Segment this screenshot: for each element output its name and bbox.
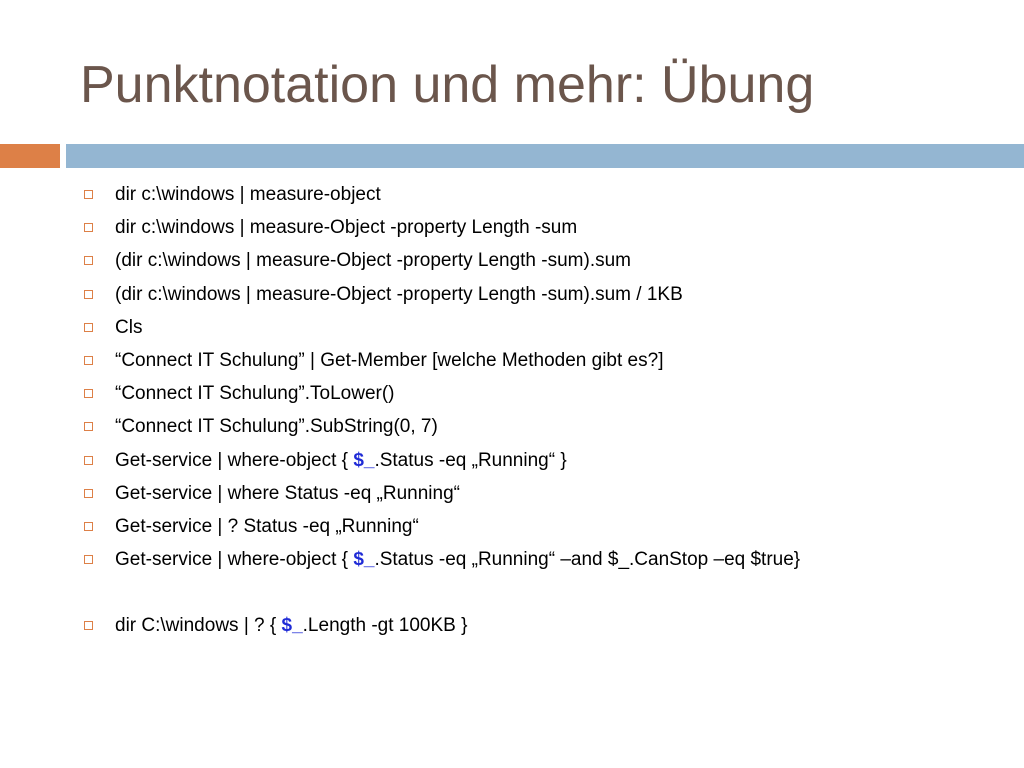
bullet-text: dir c:\windows | measure-object [115,184,381,205]
bullet-item [80,244,1010,277]
bullet-text: Cls [115,316,143,338]
bullet-text: .Status -eq „Running“ } [374,449,567,471]
bullet-item [80,278,1010,311]
pipeline-variable: $_ [353,549,375,571]
hollow-square-icon [84,223,93,232]
bullet-text: (dir c:\windows | measure-Object -property Length -sum).sum [115,250,631,272]
hollow-square-icon [84,456,93,465]
bullet-text: .Length -gt 100KB } [302,615,468,637]
bullet-text: dir C:\windows | ? { [115,615,282,637]
bullet-item [80,344,1010,377]
bullet-text: .Status -eq „Running“ –and $_.CanStop –eq $true} [374,549,801,571]
bullet-item [80,510,1010,543]
bullet-item [80,444,1010,477]
pipeline-variable: $_ [281,615,303,637]
hollow-square-icon [84,489,93,498]
hollow-square-icon [84,356,93,365]
pipeline-variable: $_ [353,449,375,471]
bullet-text: Get-service | where Status -eq „Running“ [115,482,460,504]
hollow-square-icon [84,323,93,332]
bullet-list [80,178,1010,643]
bullet-item [80,178,1010,211]
bullet-text: “Connect IT Schulung”.ToLower() [115,383,395,405]
hollow-square-icon [84,389,93,398]
bullet-item [80,609,1010,642]
hollow-square-icon [84,422,93,431]
bullet-text: dir c:\windows | measure-Object -property Length -sum [115,217,578,239]
hollow-square-icon [84,256,93,265]
bullet-item [80,477,1010,510]
accent-bar-orange [0,144,60,168]
bullet-item [80,410,1010,443]
bullet-text: “Connect IT Schulung” | Get-Member [welche Methoden gibt es?] [115,349,664,371]
bullet-item [80,311,1010,344]
slide-title: Punktnotation und mehr: Übung [80,56,815,114]
hollow-square-icon [84,190,93,199]
hollow-square-icon [84,290,93,299]
hollow-square-icon [84,555,93,564]
accent-bar-blue [66,144,1024,168]
bullet-item [80,543,1010,576]
bullet-item [80,377,1010,410]
bullet-text: (dir c:\windows | measure-Object -property Length -sum).sum / 1KB [115,283,683,305]
bullet-text: Get-service | where-object { [115,549,354,571]
hollow-square-icon [84,621,93,630]
bullet-text: Get-service | where-object { [115,449,354,471]
hollow-square-icon [84,522,93,531]
bullet-text: Get-service | ? Status -eq „Running“ [115,515,419,537]
bullet-item [80,211,1010,244]
bullet-text: “Connect IT Schulung”.SubString(0, 7) [115,416,438,438]
